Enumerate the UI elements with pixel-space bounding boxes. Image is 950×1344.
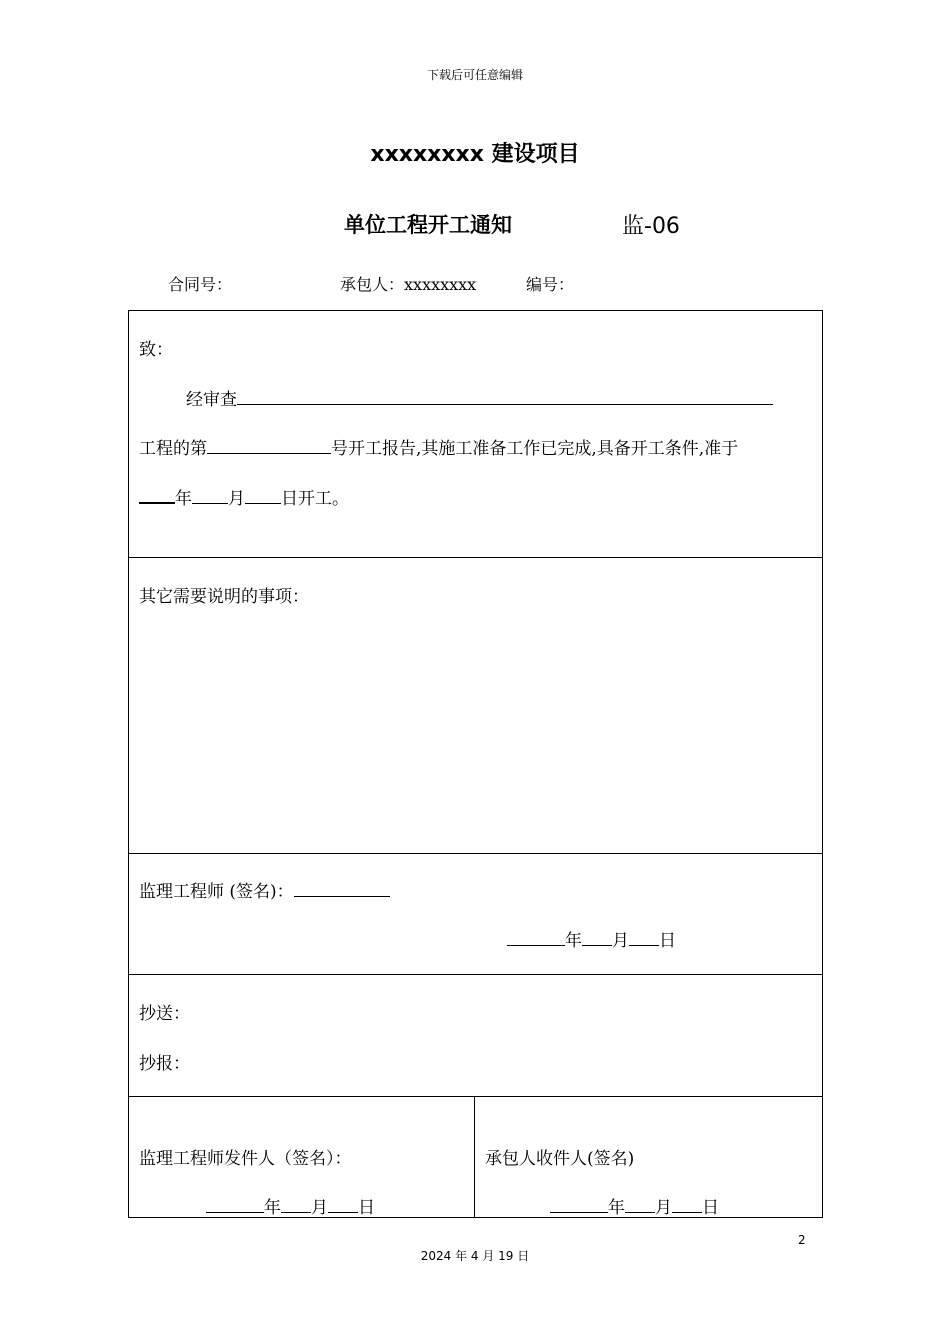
receiver-signature-section bbox=[475, 1097, 823, 1218]
other-matters-label: 其它需要说明的事项： bbox=[139, 587, 309, 607]
cc-label: 抄送： bbox=[139, 1004, 190, 1024]
sender-signature-section bbox=[129, 1097, 475, 1218]
contractor-label: 承包人： bbox=[340, 275, 405, 294]
contractor-field bbox=[340, 272, 476, 295]
engineer-signature-section bbox=[129, 854, 823, 975]
contract-number-label: 合同号： bbox=[168, 275, 233, 294]
copy-section bbox=[129, 975, 823, 1097]
sender-date-line bbox=[206, 1193, 375, 1218]
sender-day-label: 日 bbox=[358, 1198, 375, 1218]
start-date-line bbox=[139, 484, 349, 509]
serial-number-label: 编号： bbox=[526, 275, 575, 294]
start-year-label: 年 bbox=[175, 489, 192, 509]
sender-year-label: 年 bbox=[264, 1198, 281, 1218]
receiver-year-blank[interactable] bbox=[550, 1196, 608, 1213]
receiver-date-line bbox=[550, 1193, 719, 1218]
contractor-value: xxxxxxxx bbox=[404, 275, 477, 294]
receiver-day-blank[interactable] bbox=[672, 1196, 702, 1213]
engineer-year-label: 年 bbox=[565, 931, 582, 951]
notice-form bbox=[128, 310, 823, 1218]
sender-month-label: 月 bbox=[311, 1198, 328, 1218]
receiver-label: 承包人收件人(签名) bbox=[485, 1149, 635, 1169]
report-to-label: 抄报： bbox=[139, 1054, 190, 1074]
receiver-month-blank[interactable] bbox=[625, 1196, 655, 1213]
receiver-year-label: 年 bbox=[608, 1198, 625, 1218]
header-note: 下载后可任意编辑 bbox=[426, 68, 523, 82]
form-subtitle: 单位工程开工通知 bbox=[344, 213, 512, 237]
engineer-month-blank[interactable] bbox=[582, 929, 612, 946]
engineer-month-label: 月 bbox=[612, 931, 629, 951]
engineer-day-label: 日 bbox=[659, 931, 676, 951]
report-line bbox=[139, 434, 738, 459]
engineer-signature-blank[interactable] bbox=[294, 880, 390, 897]
other-matters-section bbox=[129, 558, 823, 854]
notice-section bbox=[129, 311, 823, 558]
review-line bbox=[186, 385, 773, 410]
sender-year-blank[interactable] bbox=[206, 1196, 264, 1213]
engineer-date-line bbox=[507, 926, 676, 951]
report-number-blank[interactable] bbox=[207, 437, 331, 454]
project-name-blank[interactable] bbox=[237, 388, 773, 405]
receiver-day-label: 日 bbox=[702, 1198, 719, 1218]
engineer-sign-line bbox=[139, 877, 390, 902]
start-day-label: 日开工。 bbox=[281, 489, 349, 509]
start-month-blank[interactable] bbox=[192, 487, 228, 504]
sender-label: 监理工程师发件人（签名）： bbox=[139, 1149, 352, 1169]
line2-end: 号开工报告,其施工准备工作已完成,具备开工条件,准于 bbox=[331, 439, 739, 459]
engineer-year-blank[interactable] bbox=[507, 929, 565, 946]
form-code: 监-06 bbox=[622, 214, 680, 239]
engineer-sign-label: 监理工程师 (签名)： bbox=[139, 882, 294, 902]
reviewed-label: 经审查 bbox=[186, 390, 237, 410]
line2-start: 工程的第 bbox=[139, 439, 207, 459]
footer-date: 2024 年 4 月 19 日 bbox=[420, 1249, 530, 1263]
page-number: 2 bbox=[798, 1233, 806, 1247]
start-year-blank[interactable] bbox=[139, 486, 175, 504]
to-label: 致： bbox=[139, 340, 173, 360]
sender-month-blank[interactable] bbox=[281, 1196, 311, 1213]
receiver-month-label: 月 bbox=[655, 1198, 672, 1218]
engineer-day-blank[interactable] bbox=[629, 929, 659, 946]
start-day-blank[interactable] bbox=[245, 487, 281, 504]
start-month-label: 月 bbox=[228, 489, 245, 509]
sender-day-blank[interactable] bbox=[328, 1196, 358, 1213]
page-title: xxxxxxxx 建设项目 bbox=[370, 142, 580, 167]
